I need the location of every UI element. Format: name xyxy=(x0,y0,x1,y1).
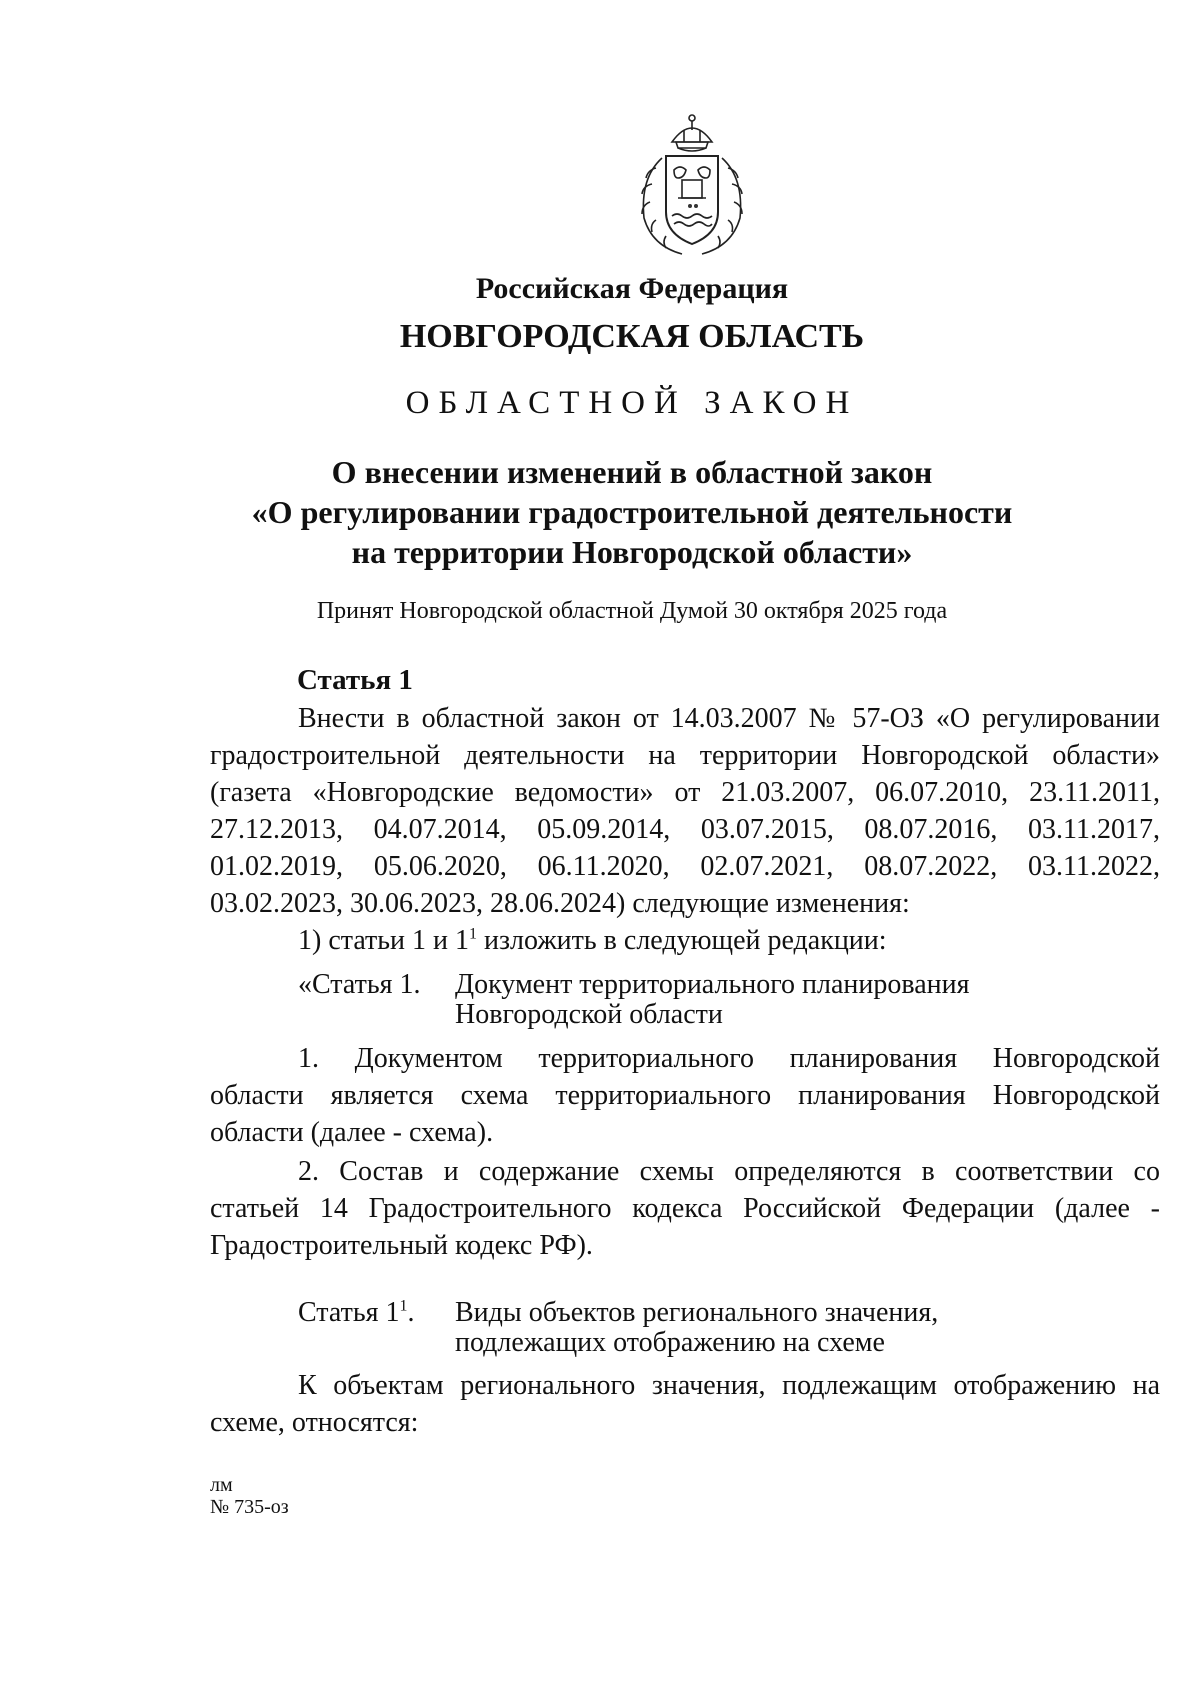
item-text: изложить в следующей редакции: xyxy=(477,925,887,956)
adoption-note: Принят Новгородской областной Думой 30 октября 2025 года xyxy=(316,598,948,624)
new-article-title-line: подлежащих отображению на схеме xyxy=(455,1327,885,1358)
footer-initials: лм xyxy=(210,1474,233,1496)
paragraph-line: К объектам регионального значения, подлежащим отображению на xyxy=(298,1370,1160,1401)
paragraph-line: (газета «Новгородские ведомости» от 21.03.2007, 06.07.2010, 23.11.2011, xyxy=(210,777,1160,808)
new-article-title xyxy=(455,1298,938,1358)
footer-number: № 735-оз xyxy=(210,1496,289,1518)
paragraph-line: статьей 14 Градостроительного кодекса Российской Федерации (далее - xyxy=(210,1193,1160,1224)
paragraph-line: Внести в областной закон от 14.03.2007 № 57-ОЗ «О регулировании xyxy=(298,703,1160,734)
country-name: Российская Федерация xyxy=(475,272,789,305)
new-article-label xyxy=(298,1298,414,1328)
article-paragraph xyxy=(210,1153,1160,1264)
article-paragraph xyxy=(210,1040,1160,1151)
article-heading: Статья 1 xyxy=(297,664,413,696)
new-article-label: «Статья 1. xyxy=(298,969,421,1000)
paragraph-line: 1. Документом территориального планирования Новгородской xyxy=(298,1043,1160,1074)
paragraph-line: 01.02.2019, 05.06.2020, 06.11.2020, 02.07.2021, 08.07.2022, 03.11.2022, xyxy=(210,851,1160,882)
item-text: 1) статьи 1 и 1 xyxy=(298,925,470,956)
new-article-title-line: Документ территориального планирования xyxy=(455,969,970,1000)
superscript: 1 xyxy=(469,925,478,943)
article-paragraph xyxy=(210,1367,1160,1441)
coat-of-arms-emblem xyxy=(626,108,758,260)
superscript: 1 xyxy=(399,1297,408,1315)
paragraph-line: области является схема территориального планирования Новгородской xyxy=(210,1080,1160,1111)
law-title-line: на территории Новгородской области» xyxy=(351,534,913,570)
new-article-heading xyxy=(298,1298,1098,1362)
new-article-title-line: Виды объектов регионального значения, xyxy=(455,1297,939,1328)
label-text: . xyxy=(407,1297,415,1328)
paragraph-line: 03.02.2023, 30.06.2023, 28.06.2024) следующие изменения: xyxy=(210,888,910,919)
new-article-title xyxy=(455,970,969,1030)
paragraph-line: схеме, относятся: xyxy=(210,1407,419,1438)
new-article-heading xyxy=(298,970,1098,1034)
law-type: ОБЛАСТНОЙ ЗАКОН xyxy=(405,385,859,421)
paragraph-line: 2. Состав и содержание схемы определяются в соответствии со xyxy=(298,1156,1160,1187)
law-title-line: О внесении изменений в областной закон xyxy=(331,454,933,490)
paragraph-line: градостроительной деятельности на территории Новгородской области» xyxy=(210,740,1160,771)
label-text: Статья 1 xyxy=(298,1297,400,1328)
amendment-item xyxy=(210,922,1160,959)
footer-note xyxy=(210,1474,289,1518)
paragraph-line xyxy=(210,922,1160,959)
region-name: НОВГОРОДСКАЯ ОБЛАСТЬ xyxy=(399,318,865,355)
paragraph-line: области (далее - схема). xyxy=(210,1117,494,1148)
new-article-title-line: Новгородской области xyxy=(455,999,723,1030)
paragraph-line: 27.12.2013, 04.07.2014, 05.09.2014, 03.07.2015, 08.07.2016, 03.11.2017, xyxy=(210,814,1160,845)
law-title xyxy=(0,452,1200,572)
law-title-line: «О регулировании градостроительной деятельности xyxy=(251,494,1013,530)
paragraph-line: Градостроительный кодекс РФ). xyxy=(210,1230,593,1261)
article-paragraph xyxy=(210,700,1160,922)
